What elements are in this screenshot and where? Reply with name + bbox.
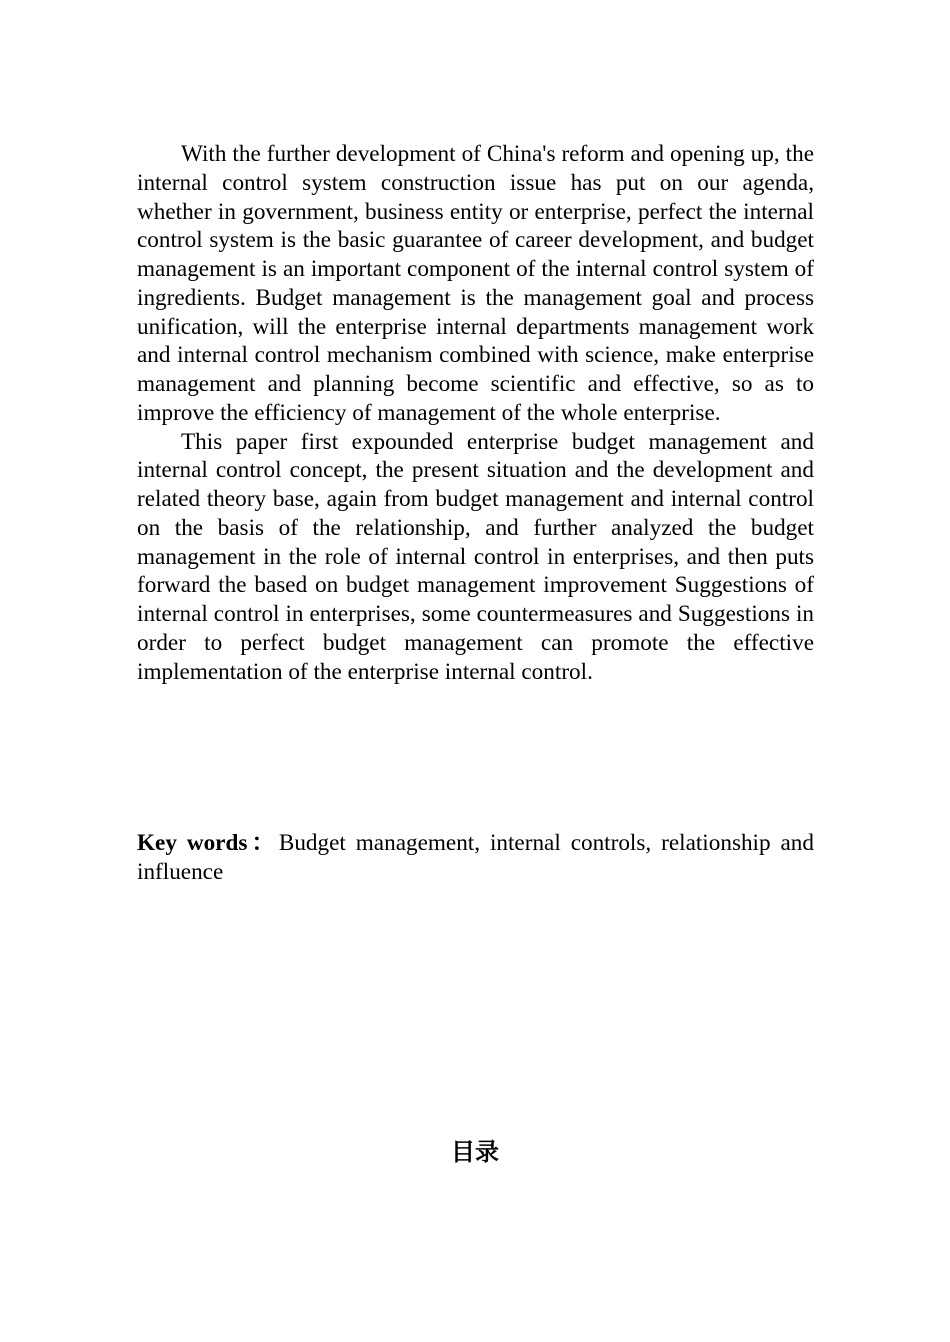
keywords-text: Budget management, internal controls, relationship and influence	[137, 830, 814, 885]
abstract-paragraph-1: With the further development of China's reform and opening up, the internal control system construction issue has put on our agenda, whether in government, business entity or enterprise, perfect the internal control system is the basic guarantee of career development, and budget management is an important component of the internal control system of ingredients. Budget management is the management goal and process unification, will the enterprise internal departments management work and internal control mechanism combined with science, make enterprise management and planning become scientific and effective, so as to improve the efficiency of management of the whole enterprise.	[137, 141, 814, 426]
keywords-line	[137, 829, 814, 887]
keywords-separator: ：	[247, 830, 279, 856]
toc-title: 目录	[451, 1138, 499, 1166]
abstract-paragraph-2: This paper first expounded enterprise budget management and internal control concept, the present situation and the development and related theory base, again from budget management and internal control on the basis of the relationship, and further analyzed the budget management in the role of internal control in enterprises, and then puts forward the based on budget management improvement Suggestions of internal control in enterprises, some countermeasures and Suggestions in order to perfect budget management can promote the effective implementation of the enterprise internal control.	[137, 428, 814, 685]
keywords-label: Key words	[137, 830, 248, 856]
abstract-body	[137, 140, 814, 686]
